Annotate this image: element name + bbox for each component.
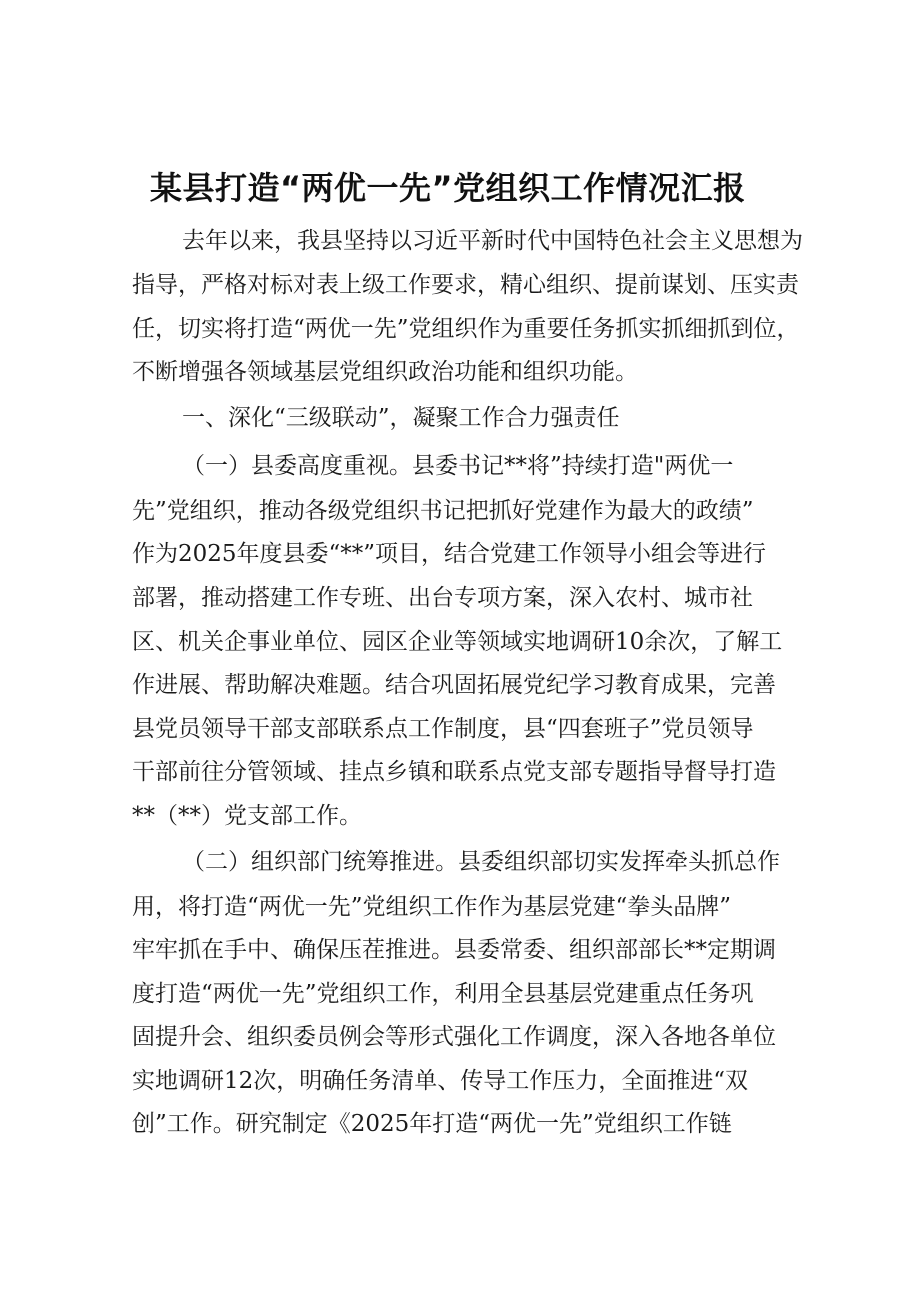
text-line: （一）县委高度重视。县委书记**将”持续打造"两优一 [182, 453, 734, 479]
text-line: 作为2025年度县委“**”项目，结合党建工作领导小组会等进行 [132, 541, 767, 567]
text-line: 干部前往分管领域、挂点乡镇和联系点党支部专题指导督导打造 [132, 759, 776, 785]
text-line: 指导，严格对标对表上级工作要求，精心组织、提前谋划、压实责 [132, 272, 799, 298]
text-line: 实地调研12次，明确任务清单、传导工作压力，全面推进“双 [132, 1068, 749, 1094]
text-line: 用，将打造“两优一先”党组织工作作为基层党建“拳头品牌” [132, 894, 732, 920]
document-title: 某县打造“两优一先”党组织工作情况汇报 [150, 169, 746, 207]
text-line: 区、机关企事业单位、园区企业等领域实地调研10余次，了解工 [132, 629, 783, 655]
text-line: 不断增强各领域基层党组织政治功能和组织功能。 [132, 359, 638, 385]
text-line: （二）组织部门统筹推进。县委组织部切实发挥牵头抓总作 [182, 849, 780, 875]
text-line: 部署，推动搭建工作专班、出台专项方案，深入农村、城市社 [132, 585, 753, 611]
text-line: 创”工作。研究制定《2025年打造“两优一先”党组织工作链 [132, 1111, 732, 1137]
text-line: **（**）党支部工作。 [132, 803, 362, 829]
text-line: 县党员领导干部支部联系点工作制度，县“四套班子”党员领导 [132, 716, 754, 742]
section-heading: 一、深化“三级联动”，凝聚工作合力强责任 [182, 405, 620, 431]
text-line: 固提升会、组织委员例会等形式强化工作调度，深入各地各单位 [132, 1024, 776, 1050]
text-line: 任，切实将打造“两优一先”党组织作为重要任务抓实抓细抓到位， [132, 316, 800, 342]
text-line: 度打造“两优一先”党组织工作，利用全县基层党建重点任务巩 [132, 981, 754, 1007]
text-line: 牢牢抓在手中、确保压茬推进。县委常委、组织部部长**定期调 [132, 937, 776, 963]
text-line: 先”党组织，推动各级党组织书记把抓好党建作为最大的政绩” [132, 498, 754, 524]
text-line: 作进展、帮助解决难题。结合巩固拓展党纪学习教育成果，完善 [132, 672, 776, 698]
text-line: 去年以来，我县坚持以习近平新时代中国特色社会主义思想为 [182, 228, 803, 254]
